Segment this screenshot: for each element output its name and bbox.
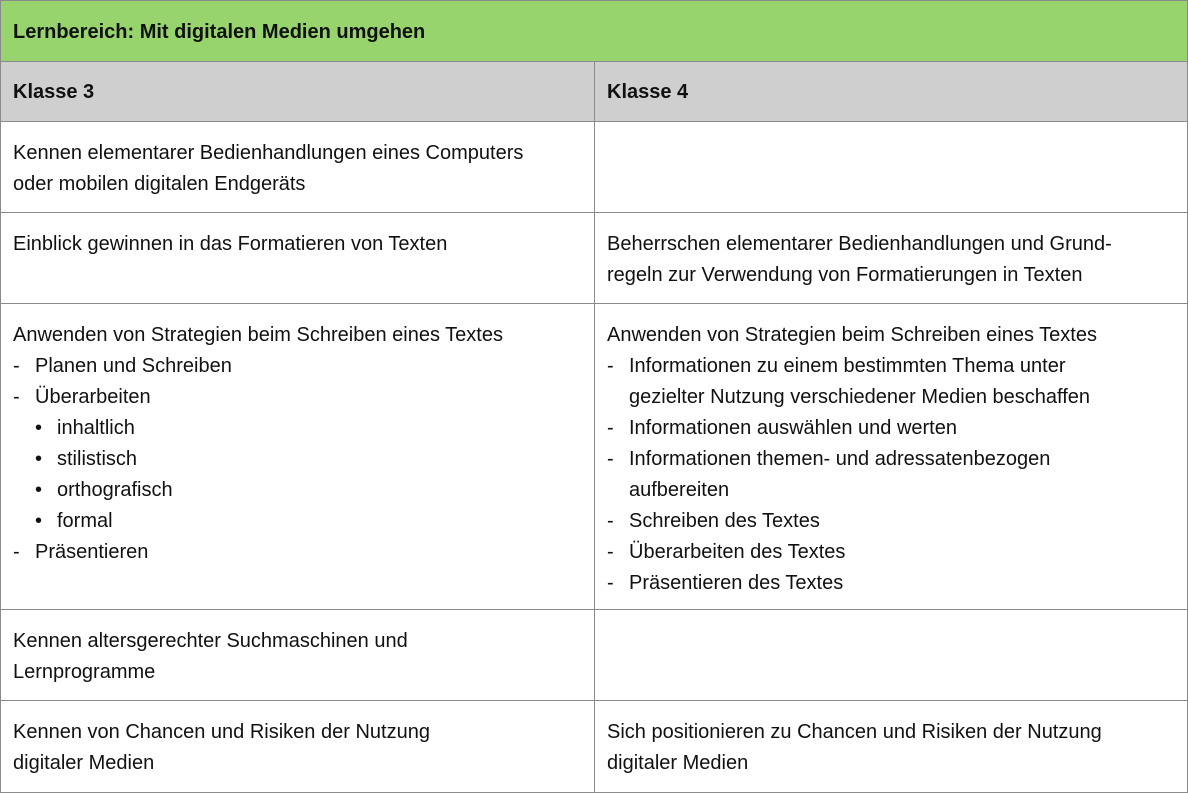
- list-item: - Informationen themen- und adressatenbezogen aufbereiten: [607, 444, 1175, 506]
- cell-klasse-3: [0, 609, 595, 701]
- table-title: Lernbereich: Mit digitalen Medien umgehen: [0, 0, 1188, 62]
- list-item: - Schreiben des Textes: [607, 506, 1175, 537]
- cell-klasse-4: [594, 212, 1188, 304]
- dash-marker: -: [607, 510, 614, 532]
- column-header-row: [0, 61, 1188, 122]
- dash-marker: -: [13, 355, 20, 377]
- revision-sublist: [13, 413, 582, 537]
- cell-klasse-4: [594, 303, 1188, 610]
- list-item: - Präsentieren: [13, 537, 582, 568]
- list-item: - Informationen zu einem bestimmten Thema unter gezielter Nutzung verschiedener Medien beschaffen: [607, 351, 1175, 413]
- dash-marker: -: [607, 417, 614, 439]
- cell-klasse-3: [0, 212, 595, 304]
- sub-list-item: • formal: [13, 506, 582, 537]
- list-item: - Präsentieren des Textes: [607, 568, 1175, 599]
- strategy-list: [13, 351, 582, 413]
- bullet-marker: •: [35, 510, 43, 532]
- list-item: - Planen und Schreiben: [13, 351, 582, 382]
- cell-text: digitaler Medien: [13, 752, 155, 774]
- cell-text: oder mobilen digitalen Endgeräts: [13, 173, 306, 195]
- column-header-klasse-4: Klasse 4: [594, 61, 1188, 122]
- sub-list-item: • inhaltlich: [13, 413, 582, 444]
- table-row: [0, 212, 1188, 304]
- cell-text: Kennen elementarer Bedienhandlungen eines Computers: [13, 142, 524, 164]
- dash-marker: -: [13, 386, 20, 408]
- cell-text: Kennen von Chancen und Risiken der Nutzung: [13, 721, 430, 743]
- cell-intro: Anwenden von Strategien beim Schreiben eines Textes: [13, 324, 503, 346]
- cell-text: Sich positionieren zu Chancen und Risiken der Nutzung: [607, 721, 1102, 743]
- table-row: [0, 609, 1188, 701]
- cell-klasse-3: [0, 121, 595, 213]
- sub-list-item: • stilistisch: [13, 444, 582, 475]
- cell-text: Kennen altersgerechter Suchmaschinen und: [13, 630, 408, 652]
- bullet-marker: •: [35, 417, 43, 439]
- dash-marker: -: [607, 541, 614, 563]
- table-row: [0, 303, 1188, 610]
- cell-klasse-3: [0, 700, 595, 793]
- cell-text: Beherrschen elementarer Bedienhandlungen und Grund-: [607, 233, 1112, 255]
- table-row: [0, 121, 1188, 213]
- bullet-marker: •: [35, 448, 43, 470]
- cell-intro: Anwenden von Strategien beim Schreiben eines Textes: [607, 324, 1097, 346]
- list-item: - Informationen auswählen und werten: [607, 413, 1175, 444]
- cell-klasse-4-empty: [594, 121, 1188, 213]
- list-item: - Überarbeiten des Textes: [607, 537, 1175, 568]
- cell-klasse-4-empty: [594, 609, 1188, 701]
- dash-marker: -: [607, 448, 614, 470]
- column-header-klasse-3: Klasse 3: [0, 61, 595, 122]
- cell-klasse-4: [594, 700, 1188, 793]
- cell-text: regeln zur Verwendung von Formatierungen in Texten: [607, 264, 1083, 286]
- dash-marker: -: [13, 541, 20, 563]
- cell-text: Einblick gewinnen in das Formatieren von Texten: [13, 233, 448, 255]
- cell-klasse-3: [0, 303, 595, 610]
- sub-list-item: • orthografisch: [13, 475, 582, 506]
- table-row: [0, 700, 1188, 793]
- strategy-list-end: [13, 537, 582, 568]
- dash-marker: -: [607, 355, 614, 377]
- strategy-list: [607, 351, 1175, 599]
- list-item: - Überarbeiten: [13, 382, 582, 413]
- cell-text: digitaler Medien: [607, 752, 749, 774]
- bullet-marker: •: [35, 479, 43, 501]
- cell-text: Lernprogramme: [13, 661, 156, 683]
- dash-marker: -: [607, 572, 614, 594]
